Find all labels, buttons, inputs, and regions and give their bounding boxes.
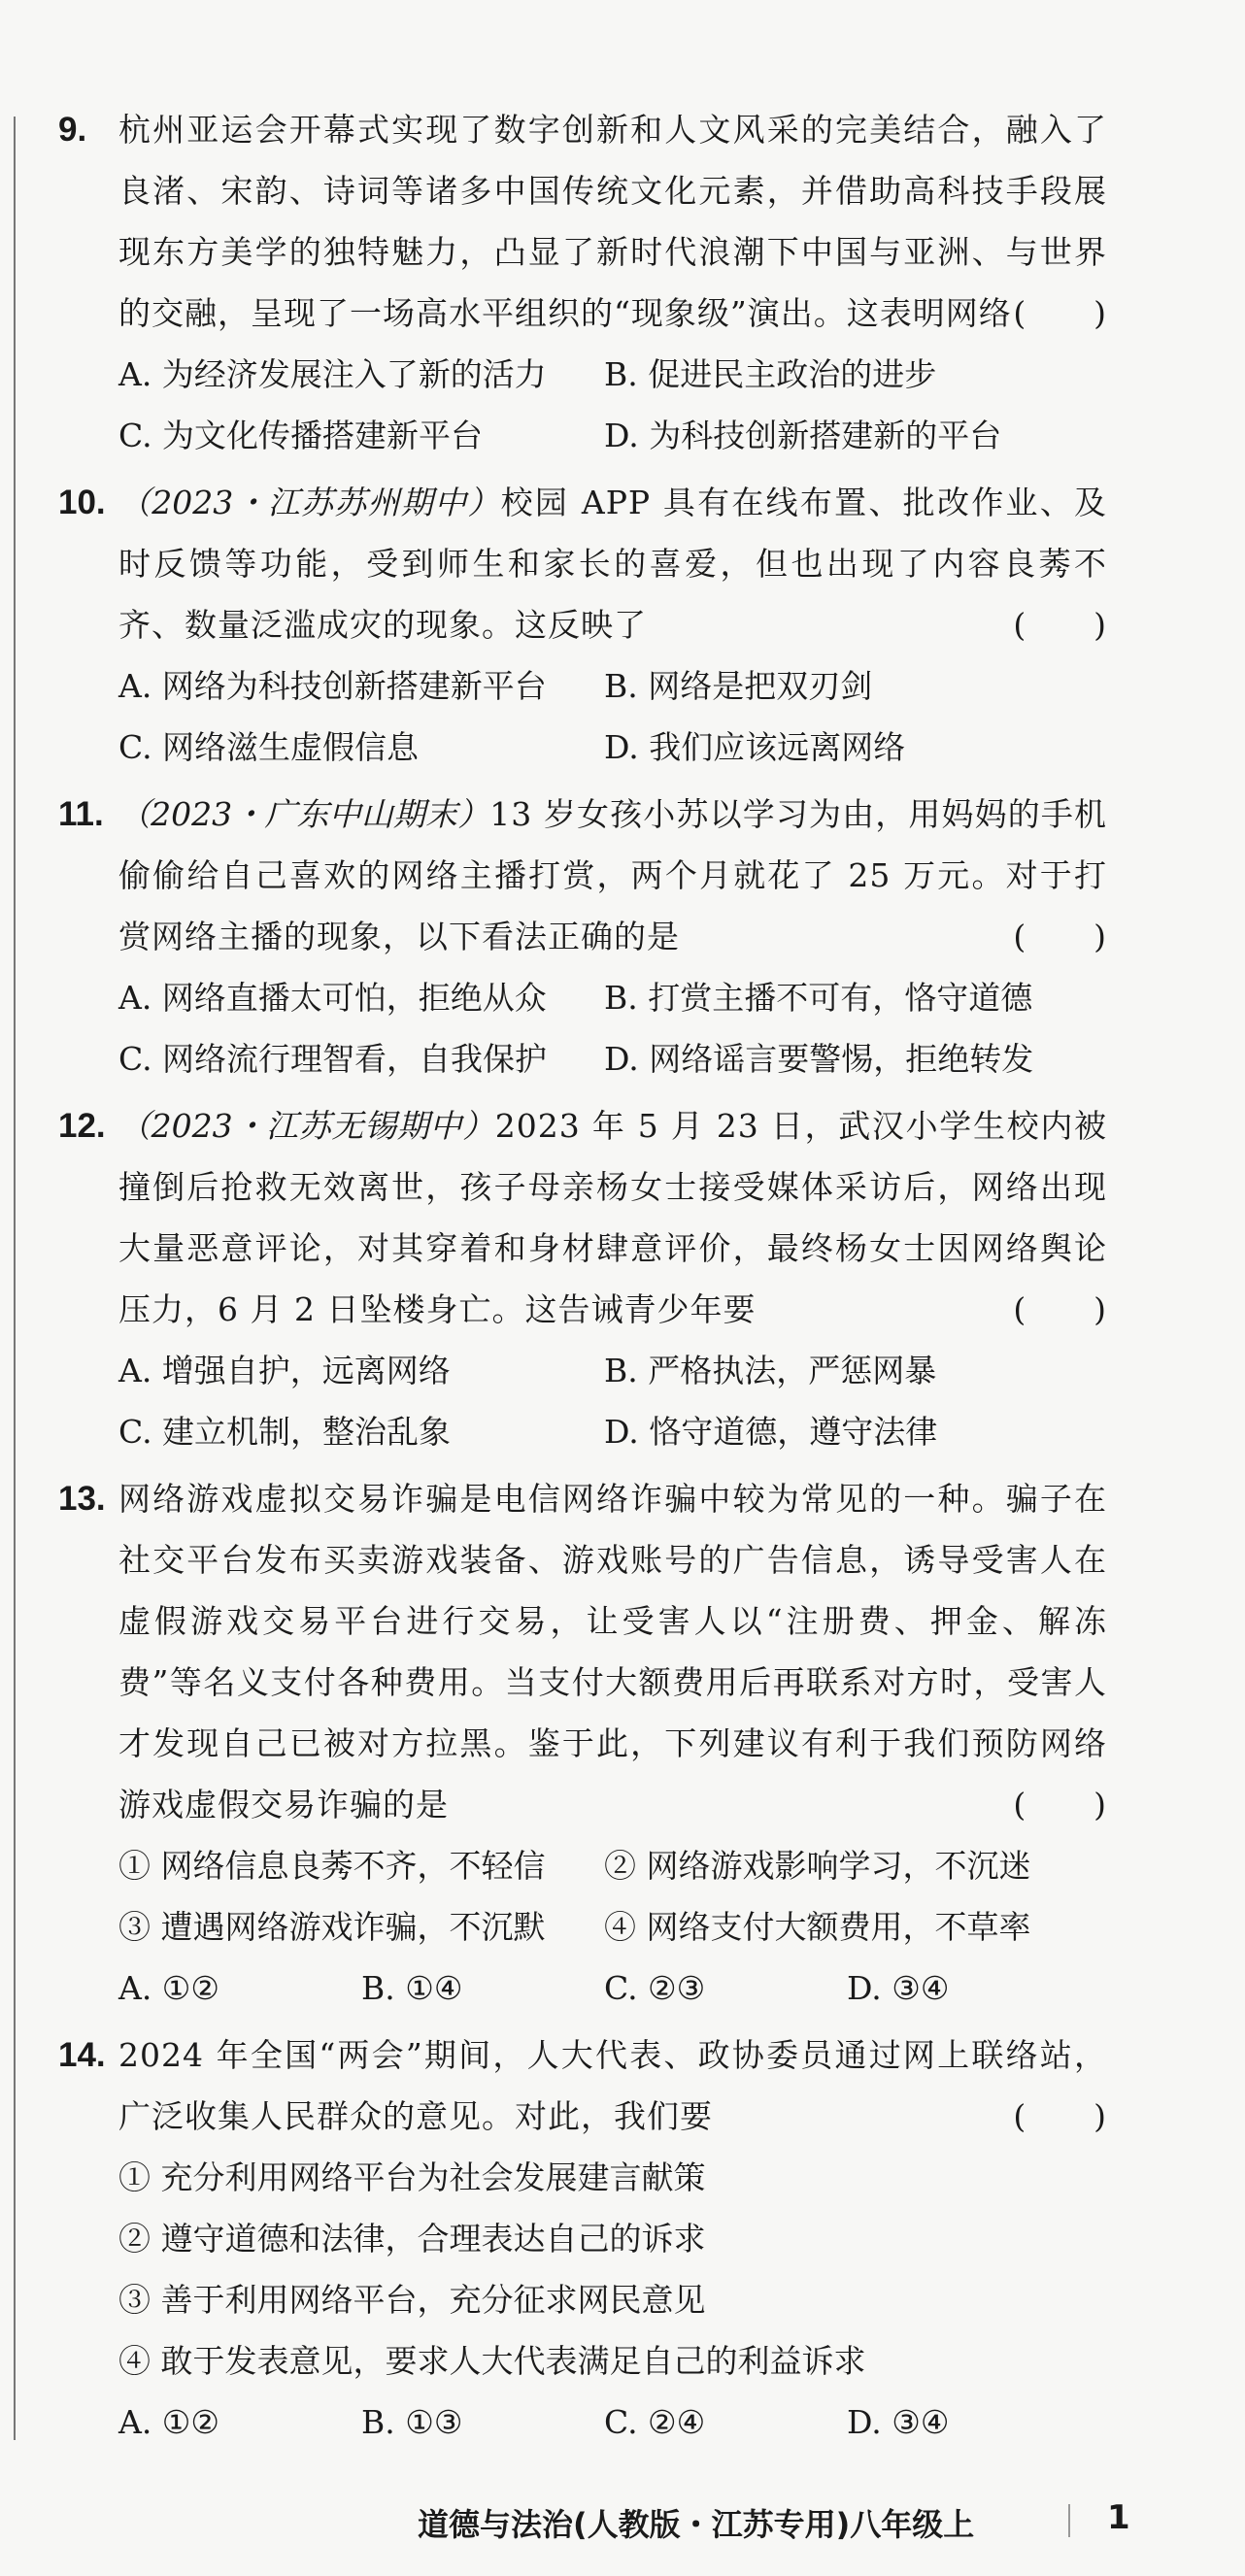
question-9 [58,99,1107,466]
question-stem [118,99,1107,344]
statement-1: ① 充分利用网络平台为社会发展建言献策 [118,2158,706,2196]
option-d[interactable]: D. 我们应该远离网络 [604,728,906,766]
options [118,2392,1107,2453]
option-b[interactable]: B. ①③ [361,2403,463,2441]
options [118,344,1107,466]
question-source: （2023・广东中山期末） [118,795,490,833]
question-14 [58,2024,1107,2453]
option-d[interactable]: D. 为科技创新搭建新的平台 [604,417,1002,454]
option-a[interactable]: A. ①② [118,2403,219,2441]
stem-text: 网络游戏虚拟交易诈骗是电信网络诈骗中较为常见的一种。骗子在社交平台发布买卖游戏装备、游戏账号的广告信息，诱导受害人在虚假游戏交易平台进行交易，让受害人以“注册费、押金、解冻费”等名义支付各种费用。当支付大额费用后再联系对方时，受害人才发现自己已被对方拉黑。鉴于此，下列建议有利于我们预防网络游戏虚假交易诈骗的是 [118,1480,1107,1823]
option-c[interactable]: C. ②③ [604,1969,706,2007]
question-12 [58,1095,1107,1462]
book-title: 道德与法治(人教版・江苏专用)八年级上 [418,2506,975,2543]
options [118,1340,1107,1462]
statement-2: ② 网络游戏影响学习，不沉迷 [604,1847,1031,1885]
statement-3: ③ 遭遇网络游戏诈骗，不沉默 [118,1908,546,1946]
question-source: （2023・江苏苏州期中） [118,484,501,521]
option-d[interactable]: D. 恪守道德，遵守法律 [604,1413,938,1451]
option-b[interactable]: B. 严格执法，严惩网暴 [604,1352,937,1389]
question-list [58,99,1107,2459]
question-number: 11. [58,795,104,833]
option-d[interactable]: D. 网络谣言要警惕，拒绝转发 [604,1040,1034,1078]
page-margin-rule [14,117,16,2440]
question-number: 9. [58,111,87,149]
option-a[interactable]: A. 增强自护，远离网络 [118,1352,451,1389]
options [118,967,1107,1089]
option-b[interactable]: B. 促进民主政治的进步 [604,355,937,393]
option-a[interactable]: A. ①② [118,1969,219,2007]
answer-bracket[interactable]: ( ) [1013,2097,1107,2135]
question-source: （2023・江苏无锡期中） [118,1107,495,1145]
stem-text: 2023 年 5 月 23 日，武汉小学生校内被撞倒后抢救无效离世，孩子母亲杨女士接受媒体采访后，网络出现大量恶意评论，对其穿着和身材肆意评价，最终杨女士因网络舆论压力，6 月 2 日坠楼身亡。这告诫青少年要 [118,1107,1107,1328]
question-10 [58,472,1107,778]
option-a[interactable]: A. 为经济发展注入了新的活力 [118,355,547,393]
option-c[interactable]: C. 建立机制，整治乱象 [118,1413,452,1451]
question-number: 10. [58,484,106,521]
statement-1: ① 网络信息良莠不齐，不轻信 [118,1847,546,1885]
stem-text: 13 岁女孩小苏以学习为由，用妈妈的手机偷偷给自己喜欢的网络主播打赏，两个月就花了 25 万元。对于打赏网络主播的现象，以下看法正确的是 [118,795,1108,955]
question-stem [118,472,1107,655]
page-number: 1 [1107,2498,1130,2537]
statements [118,2147,1107,2392]
options [118,1957,1107,2019]
option-c[interactable]: C. 网络流行理智看，自我保护 [118,1040,548,1078]
question-number: 12. [58,1107,106,1145]
answer-bracket[interactable]: ( ) [1013,1786,1107,1823]
answer-bracket[interactable]: ( ) [1013,294,1107,332]
question-stem [118,2024,1107,2147]
footer-divider [1068,2504,1070,2537]
option-c[interactable]: C. 网络滋生虚假信息 [118,728,420,766]
stem-text: 校园 APP 具有在线布置、批改作业、及时反馈等功能，受到师生和家长的喜爱，但也出现了内容良莠不齐、数量泛滥成灾的现象。这反映了 [118,484,1107,644]
question-13 [58,1468,1107,2019]
option-b[interactable]: B. ①④ [361,1969,463,2007]
question-number: 13. [58,1480,106,1518]
statement-2: ② 遵守道德和法律，合理表达自己的诉求 [118,2220,706,2258]
answer-bracket[interactable]: ( ) [1013,1290,1107,1328]
option-a[interactable]: A. 网络直播太可怕，拒绝从众 [118,979,547,1017]
question-11 [58,784,1107,1089]
answer-bracket[interactable]: ( ) [1013,918,1107,955]
stem-text: 杭州亚运会开幕式实现了数字创新和人文风采的完美结合，融入了良渚、宋韵、诗词等诸多中国传统文化元素，并借助高科技手段展现东方美学的独特魅力，凸显了新时代浪潮下中国与亚洲、与世界的交融，呈现了一场高水平组织的“现象级”演出。这表明网络 [118,111,1107,332]
option-a[interactable]: A. 网络为科技创新搭建新平台 [118,667,547,705]
option-c[interactable]: C. 为文化传播搭建新平台 [118,417,484,454]
stem-text: 2024 年全国“两会”期间，人大代表、政协委员通过网上联络站，广泛收集人民群众的意见。对此，我们要 [118,2036,1107,2135]
question-stem [118,784,1107,967]
option-b[interactable]: B. 打赏主播不可有，恪守道德 [604,979,1033,1017]
option-d[interactable]: D. ③④ [847,1969,950,2007]
statement-4: ④ 敢于发表意见，要求人大代表满足自己的利益诉求 [118,2342,866,2380]
question-stem [118,1468,1107,1835]
question-number: 14. [58,2036,106,2074]
options [118,655,1107,778]
question-stem [118,1095,1107,1340]
statement-4: ④ 网络支付大额费用，不草率 [604,1908,1031,1946]
option-c[interactable]: C. ②④ [604,2403,706,2441]
answer-bracket[interactable]: ( ) [1013,606,1107,644]
option-b[interactable]: B. 网络是把双刃剑 [604,667,873,705]
option-d[interactable]: D. ③④ [847,2403,950,2441]
statements [118,1835,1107,1957]
statement-3: ③ 善于利用网络平台，充分征求网民意见 [118,2281,706,2319]
